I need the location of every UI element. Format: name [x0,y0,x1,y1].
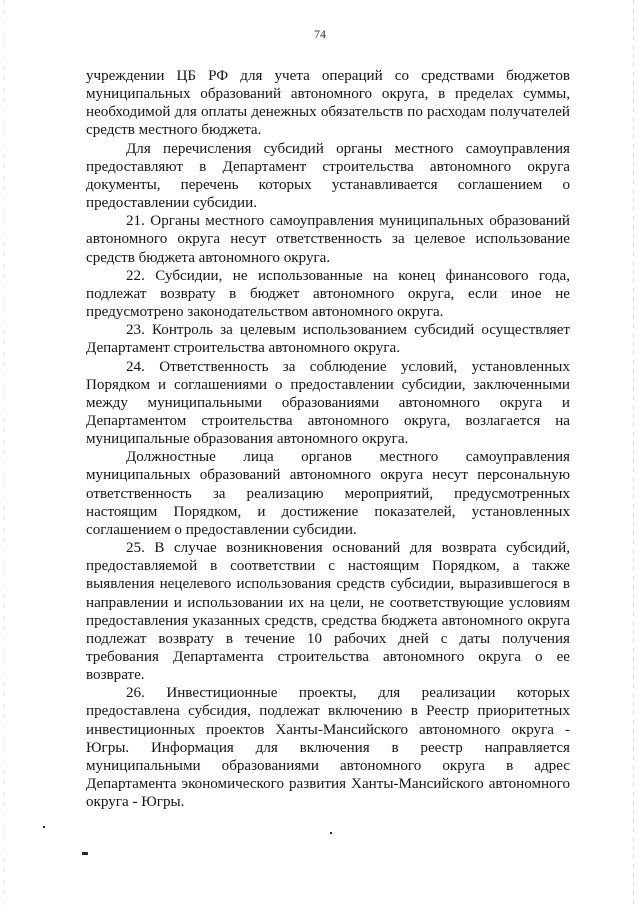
scan-edge-left [3,0,4,905]
paragraph-continuation: учреждении ЦБ РФ для учета операций со средствами бюджетов муниципальных образований автономного округа, в пределах суммы, необходимой для оплаты денежных обязательств по расходам получателей средств местного бюджета. [86,68,570,139]
paragraph-23: 23. Контроль за целевым использованием субсидий осуществляет Департамент строительства автономного округа. [86,322,570,357]
paragraph-25: 25. В случае возникновения оснований для возврата субсидий, предоставляемой в соответствии с настоящим Порядком, а также выявления нецелевого использования средств субсидии, выразившегося в направлении и использовании их на цели, не соответствующие условиям предоставления указанных средств, средства бюджета автономного округа подлежат возврату в течение 10 рабочих дней с даты получения требования Департамента строительства автономного округа о ее возврате. [86,540,570,684]
paragraph-22: 22. Субсидии, не использованные на конец финансового года, подлежат возврату в бюджет автономного округа, если иное не предусмотрено законодательством автономного округа. [86,267,570,321]
paragraph-24: 24. Ответственность за соблюдение условий, установленных Порядком и соглашениями о предоставлении субсидии, заключенными между муниципальными образованиями автономного округа и Департаментом строительства автономного округа, возлагается на муниципальные образования автономного округа. [86,358,570,448]
scan-mark [82,852,88,855]
scan-dot [43,826,45,828]
scan-edge-right [633,0,634,905]
document-body [86,67,570,811]
paragraph-subsidy-transfer: Для перечисления субсидий органы местного самоуправления предоставляют в Департамент строительства автономного округа документы, перечень которых устанавливается соглашением о предоставлении субсидии. [86,140,570,212]
paragraph-officials-responsibility: Должностные лица органов местного самоуправления муниципальных образований автономного округа несут персональную ответственность за реализацию мероприятий, предусмотренных настоящим Порядком, и достижение показателей, установленных соглашением о предоставлении субсидии. [86,449,570,538]
paragraph-26: 26. Инвестиционные проекты, для реализации которых предоставлена субсидия, подлежат включению в Реестр приоритетных инвестиционных проектов Ханты-Мансийского автономного округа - Югры. Информация для включения в реестр направляется муниципальными образованиями автономного округа в адрес Департамента экономического развития Ханты-Мансийского автономного округа - Югры. [86,685,570,811]
paragraph-21: 21. Органы местного самоуправления муниципальных образований автономного округа несут ответственность за целевое использование средств бюджета автономного округа. [86,213,570,266]
scan-dot [330,832,332,834]
page-number: 74 [314,27,326,41]
